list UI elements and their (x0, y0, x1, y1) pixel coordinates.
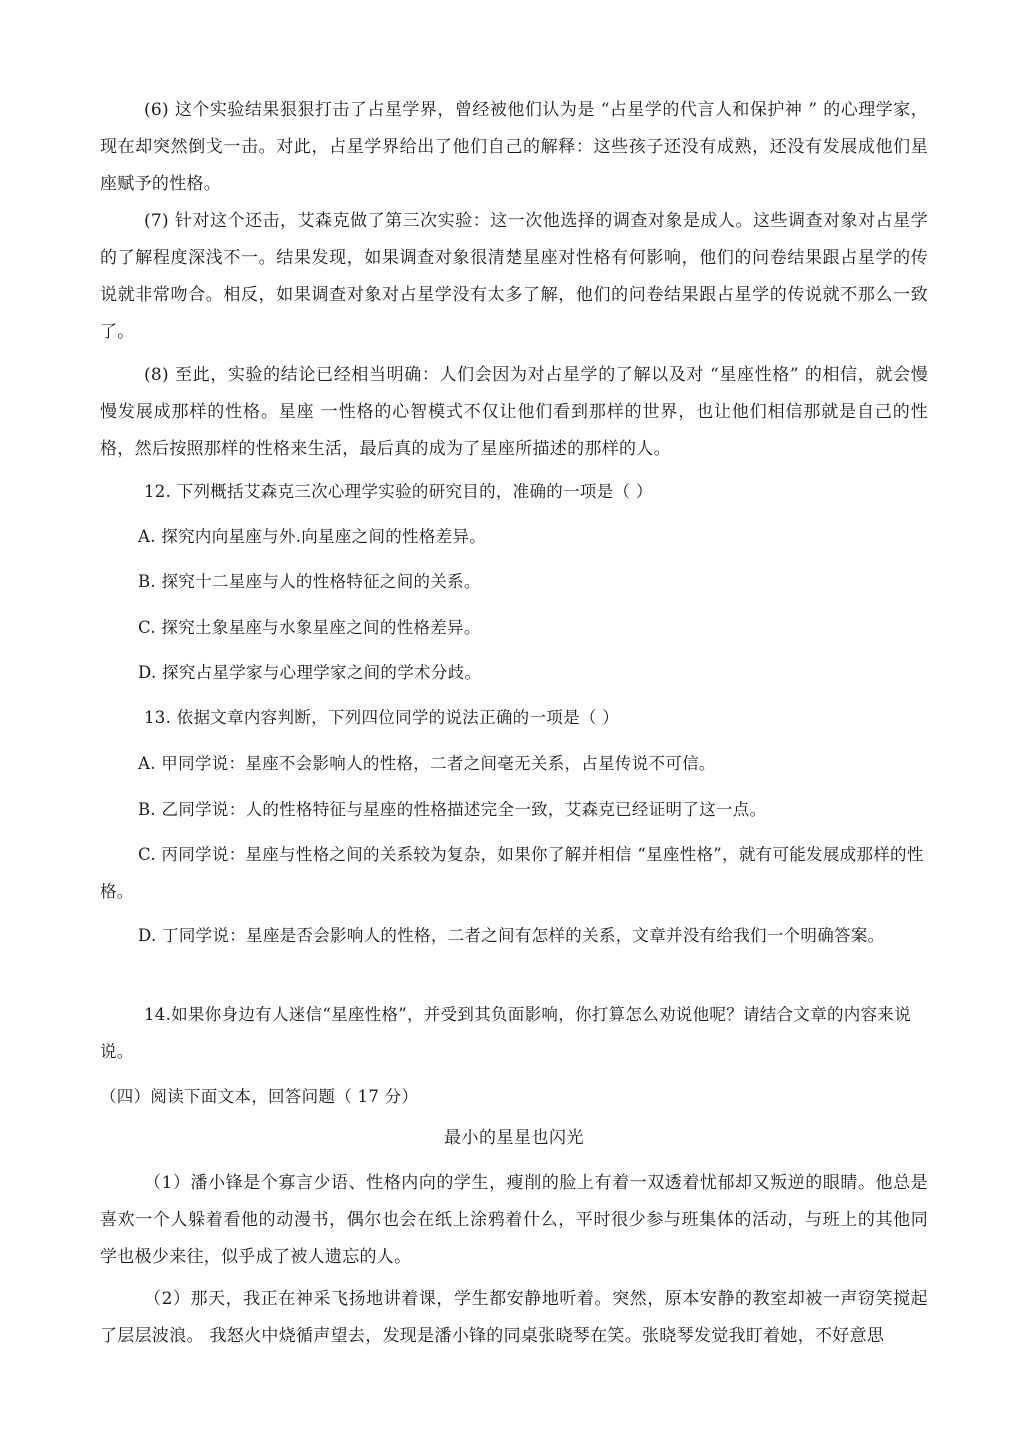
question-12-option-d: D. 探究占星学家与心理学家之间的学术分歧。 (138, 663, 482, 682)
question-13-option-a: A. 甲同学说：星座不会影响人的性格，二者之间毫无关系，占星传说不可信。 (138, 754, 716, 773)
paragraph-6: (6) 这个实验结果狠狠打击了占星学界，曾经被他们认为是 “占星学的代言人和保护神 ” 的心理学家，现在却突然倒戈一击。对此，占星学界给出了他们自己的解释：这些孩子还没有成熟，还没有发展成他们星座赋予的性格。 (100, 100, 928, 194)
article-title: 最小的星星也闪光 (444, 1128, 584, 1148)
question-13-option-c: C. 丙同学说：星座与性格之间的关系较为复杂，如果你了解并相信 “星座性格”，就有可能发展成那样的性格。 (100, 845, 924, 901)
question-12-option-c: C. 探究土象星座与水象星座之间的性格差异。 (138, 618, 481, 637)
section-4-heading: （四）阅读下面文本，回答问题（ 17 分） (100, 1087, 419, 1106)
question-13-stem: 13. 依据文章内容判断，下列四位同学的说法正确的一项是（ ） (144, 708, 620, 727)
paragraph-7: (7) 针对这个还击，艾森克做了第三次实验：这一次他选择的调查对象是成人。这些调查对象对占星学的了解程度深浅不一。结果发现，如果调查对象很清楚星座对性格有何影响，他们的问卷结果跟占星学的传说就非常吻合。相反，如果调查对象对占星学没有太多了解，他们的问卷结果跟占星学的传说就不那么一致了。 (100, 211, 928, 342)
section-4-paragraph-2: （2）那天，我正在神采飞扬地讲着课，学生都安静地听着。突然，原本安静的教室却被一声窃笑搅起了层层波浪。 我怒火中烧循声望去，发现是潘小锋的同桌张晓琴在笑。张晓琴发觉我盯着她，不好意思 (100, 1289, 928, 1346)
paragraph-8: (8) 至此，实验的结论已经相当明确：人们会因为对占星学的了解以及对 “星座性格” 的相信，就会慢慢发展成那样的性格。星座 一性格的心智模式不仅让他们看到那样的世界，也让他们相信那就是自己的性格，然后按照那样的性格来生活，最后真的成为了星座所描述的那样的人。 (100, 365, 928, 459)
question-12-option-a: A. 探究内向星座与外.向星座之间的性格差异。 (138, 527, 487, 546)
question-12-stem: 12. 下列概括艾森克三次心理学实验的研究目的，准确的一项是（ ） (144, 482, 653, 501)
question-14-stem: 14.如果你身边有人迷信“星座性格”，并受到其负面影响，你打算怎么劝说他呢？请结合文章的内容来说说。 (100, 1005, 912, 1061)
section-4-paragraph-1: （1）潘小锋是个寡言少语、性格内向的学生，瘦削的脸上有着一双透着忧郁却又叛逆的眼睛。他总是喜欢一个人躲着看他的动漫书，偶尔也会在纸上涂鸦着什么，平时很少参与班集体的活动，与班上的其他同学也极少来往，似乎成了被人遗忘的人。 (100, 1173, 928, 1267)
question-13-option-d: D. 丁同学说：星座是否会影响人的性格，二者之间有怎样的关系，文章并没有给我们一个明确答案。 (138, 926, 885, 945)
question-13-option-b: B. 乙同学说：人的性格特征与星座的性格描述完全一致，艾森克已经证明了这一点。 (138, 800, 767, 819)
question-12-option-b: B. 探究十二星座与人的性格特征之间的关系。 (138, 572, 481, 591)
